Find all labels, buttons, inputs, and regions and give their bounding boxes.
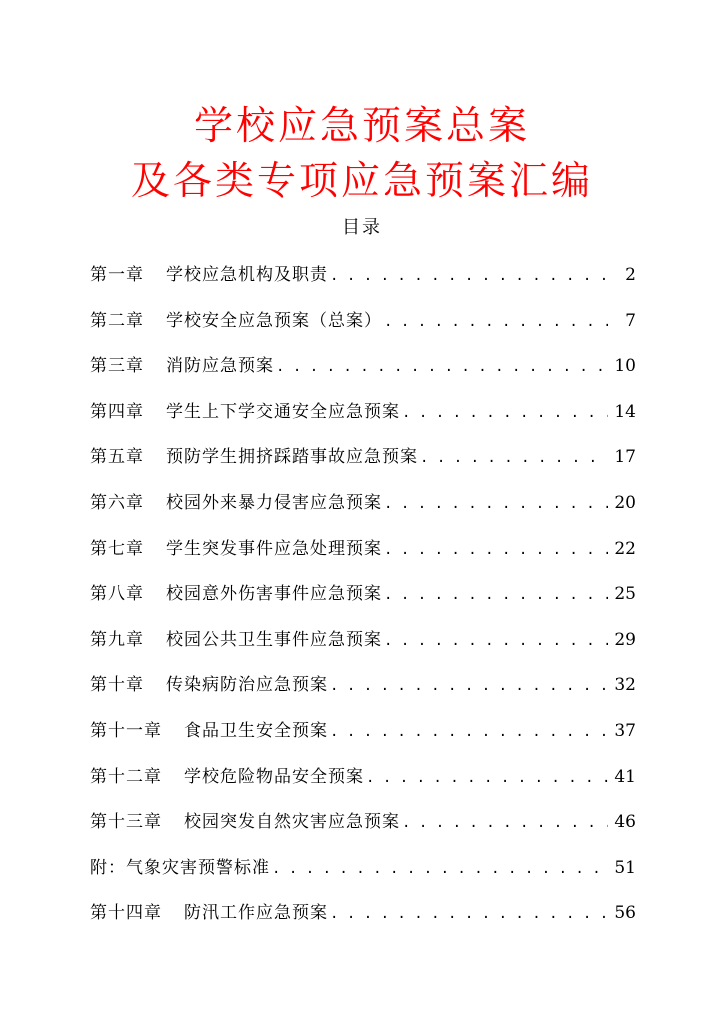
toc-chapter-label: 第十章 xyxy=(90,675,144,696)
toc-entry[interactable] xyxy=(90,672,636,718)
toc-entry[interactable] xyxy=(90,399,636,445)
toc-chapter-label: 第十四章 xyxy=(90,903,162,924)
toc-entry[interactable] xyxy=(90,627,636,673)
toc-page-number: 37 xyxy=(614,720,636,741)
toc-page-number: 29 xyxy=(614,629,636,650)
toc-entry-title: 传染病防治应急预案 xyxy=(166,675,328,696)
toc-entry[interactable] xyxy=(90,536,636,582)
toc-page-number: 32 xyxy=(614,675,636,696)
toc-chapter-label: 第七章 xyxy=(90,538,144,559)
toc-page-number: 51 xyxy=(614,857,636,878)
toc-chapter-label: 第四章 xyxy=(90,401,144,422)
toc-chapter-label: 第十二章 xyxy=(90,766,162,787)
toc-page-number: 2 xyxy=(625,265,636,285)
toc-dot-leader xyxy=(382,628,608,654)
toc-dot-leader xyxy=(270,856,608,882)
toc-dot-leader xyxy=(328,263,608,289)
toc-page-number: 14 xyxy=(614,401,636,422)
toc-entry-title: 学校安全应急预案（总案） xyxy=(166,310,382,331)
toc-dot-leader xyxy=(328,719,608,745)
toc-dot-leader xyxy=(328,901,608,927)
toc-dot-leader xyxy=(382,537,608,563)
toc-page-number: 25 xyxy=(614,584,636,605)
toc-entry[interactable] xyxy=(90,809,636,855)
toc-chapter-label: 第十一章 xyxy=(90,720,162,741)
toc-chapter-label: 第一章 xyxy=(90,265,144,285)
toc-chapter-label: 第五章 xyxy=(90,447,144,468)
toc-dot-leader xyxy=(418,445,608,471)
toc-dot-leader xyxy=(400,400,608,426)
document-title-line-2: 及各类专项应急预案汇编 xyxy=(130,159,593,204)
toc-page-number: 46 xyxy=(614,812,636,833)
toc-dot-leader xyxy=(382,491,608,517)
toc-entry-title: 预防学生拥挤踩踏事故应急预案 xyxy=(166,447,418,468)
toc-chapter-label: 第九章 xyxy=(90,629,144,650)
toc-entry[interactable] xyxy=(90,718,636,764)
toc-page-number: 10 xyxy=(614,356,636,377)
toc-entry[interactable] xyxy=(90,855,636,901)
toc-chapter-label: 第二章 xyxy=(90,310,144,331)
toc-entry[interactable] xyxy=(90,353,636,399)
toc-dot-leader xyxy=(382,582,608,608)
toc-entry-title: 食品卫生安全预案 xyxy=(184,720,328,741)
toc-dot-leader xyxy=(328,673,608,699)
toc-page-number: 22 xyxy=(614,538,636,559)
toc-entry[interactable] xyxy=(90,581,636,627)
toc-page-number: 20 xyxy=(614,492,636,513)
toc-page-number: 56 xyxy=(614,903,636,924)
toc-entry-title: 防汛工作应急预案 xyxy=(184,903,328,924)
toc-entry-title: 学生上下学交通安全应急预案 xyxy=(166,401,400,422)
toc-entry[interactable] xyxy=(90,900,636,946)
table-of-contents xyxy=(90,262,636,946)
toc-entry-title: 学校危险物品安全预案 xyxy=(184,766,364,787)
toc-chapter-label: 第六章 xyxy=(90,492,144,513)
toc-entry[interactable] xyxy=(90,764,636,810)
toc-entry-title: 校园意外伤害事件应急预案 xyxy=(166,584,382,605)
document-title-line-1: 学校应急预案总案 xyxy=(193,104,530,149)
toc-entry-title: 学校应急机构及职责 xyxy=(166,265,328,285)
toc-entry[interactable] xyxy=(90,490,636,536)
toc-entry-title: 校园公共卫生事件应急预案 xyxy=(166,629,382,650)
toc-dot-leader xyxy=(382,309,608,335)
toc-page-number: 41 xyxy=(614,766,636,787)
toc-entry-title: 学生突发事件应急处理预案 xyxy=(166,538,382,559)
toc-entry-title: 校园外来暴力侵害应急预案 xyxy=(166,492,382,513)
toc-dot-leader xyxy=(274,354,608,380)
toc-entry[interactable] xyxy=(90,262,636,308)
toc-entry-title: 校园突发自然灾害应急预案 xyxy=(184,812,400,833)
toc-page-number: 7 xyxy=(625,310,636,331)
toc-entry[interactable] xyxy=(90,308,636,354)
toc-entry[interactable] xyxy=(90,444,636,490)
toc-entry-title: 消防应急预案 xyxy=(166,356,274,377)
toc-heading: 目录 xyxy=(342,217,382,238)
toc-dot-leader xyxy=(400,810,608,836)
toc-chapter-label: 第八章 xyxy=(90,584,144,605)
toc-chapter-label: 第十三章 xyxy=(90,812,162,833)
toc-chapter-label: 第三章 xyxy=(90,356,144,377)
toc-page-number: 17 xyxy=(614,447,636,468)
toc-entry-title: 附：气象灾害预警标准 xyxy=(90,857,270,878)
toc-dot-leader xyxy=(364,765,608,791)
